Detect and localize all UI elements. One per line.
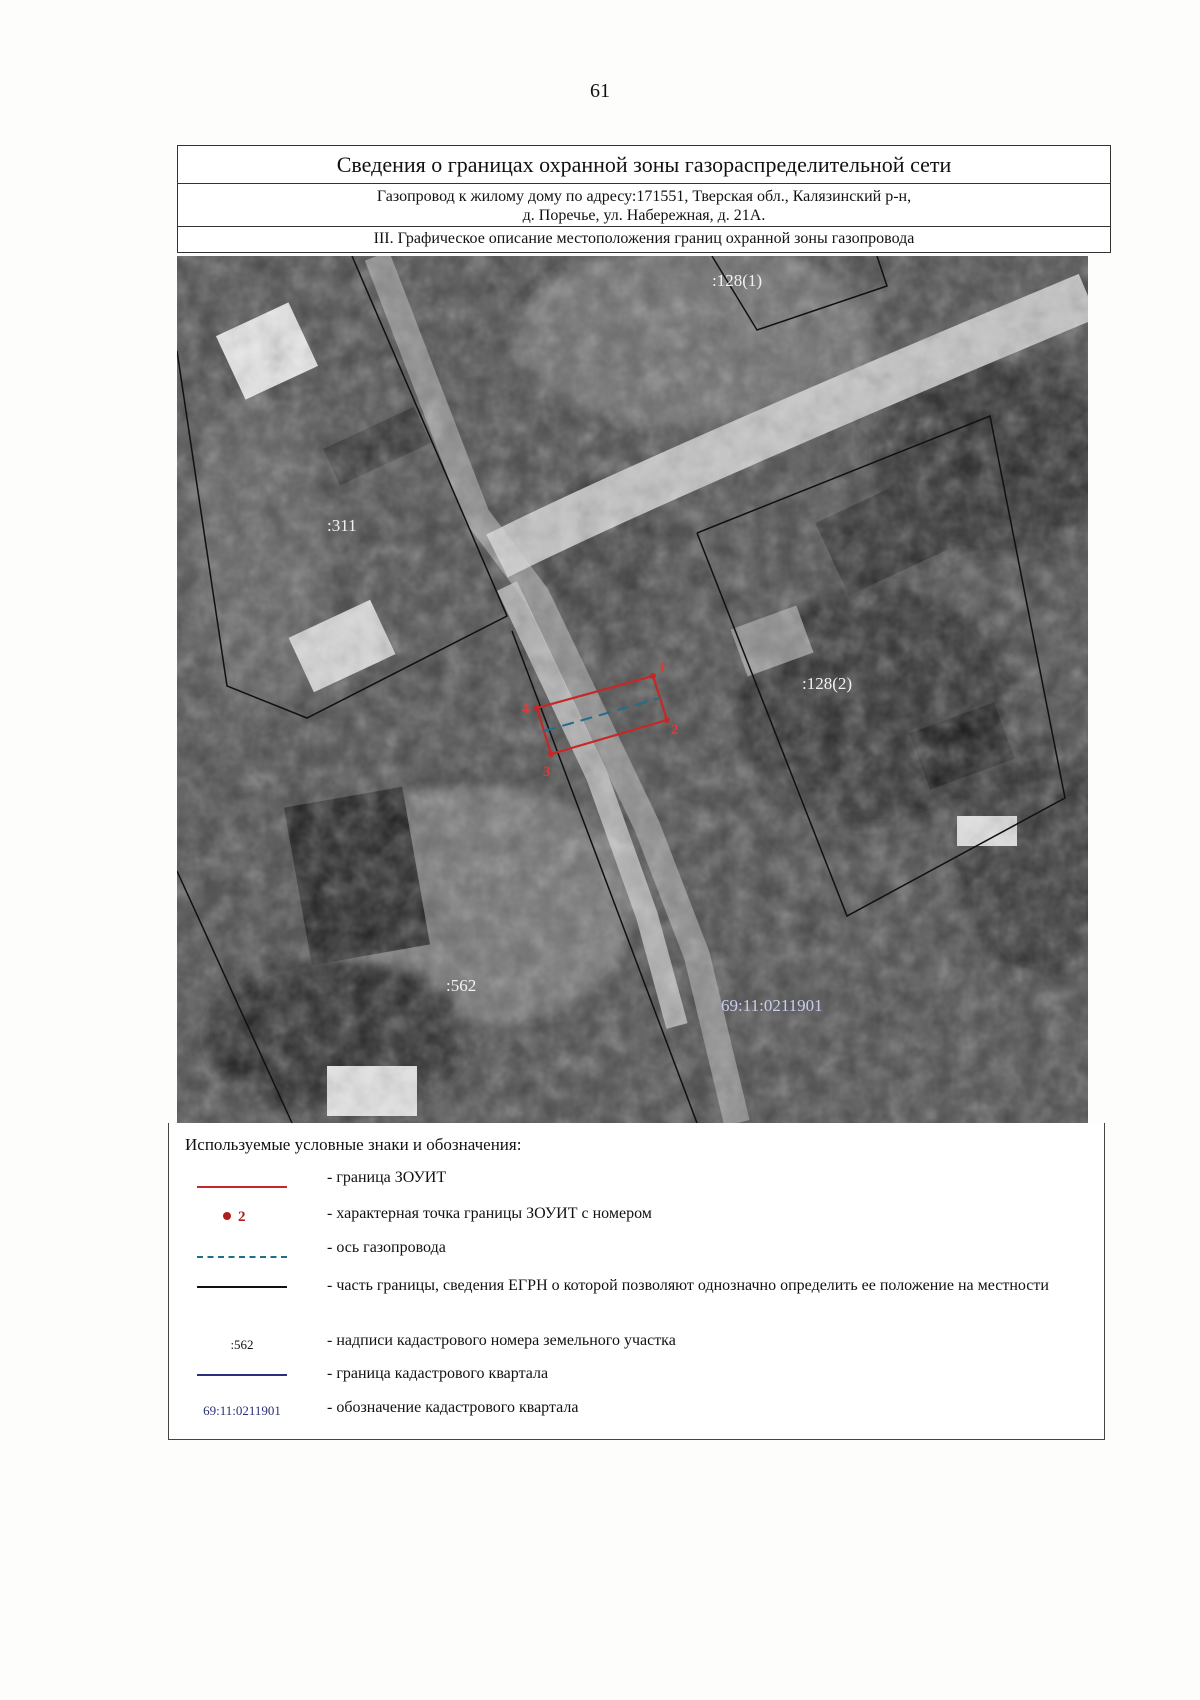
point-label-4: 4 [522, 701, 530, 717]
label-cadastral-quarter: 69:11:0211901 [721, 996, 823, 1015]
legend-symbol-quarter-number [187, 1403, 297, 1423]
object-line-1: Газопровод к жилому дому по адресу:171551, Тверская обл., Калязинский р-н, [376, 188, 912, 205]
document-title: Сведения о границах охранной зоны газораспределительной сети [178, 146, 1110, 184]
legend-point-number: 2 [238, 1209, 246, 1225]
legend-symbol-point [187, 1209, 297, 1229]
point-label-1: 1 [658, 660, 666, 676]
legend-symbol-zone-boundary [187, 1177, 297, 1197]
page-number: 61 [590, 80, 610, 102]
legend-text-quarter-number: - обозначение кадастрового квартала [327, 1399, 579, 1416]
point-label-3: 3 [543, 764, 551, 780]
object-line-2: д. Поречье, ул. Набережная, д. 21А. [522, 207, 766, 224]
imagery-texture [177, 256, 1088, 1123]
legend-text-parcel-number: - надписи кадастрового номера земельного участка [327, 1332, 676, 1349]
legend-title: Используемые условные знаки и обозначения: [185, 1135, 522, 1154]
legend-text-axis: - ось газопровода [327, 1239, 446, 1256]
red-line-icon [197, 1186, 287, 1188]
black-line-icon [197, 1286, 287, 1288]
legend-parcel-number-sample: :562 [230, 1337, 254, 1352]
aerial-map[interactable] [177, 256, 1088, 1123]
header-table [177, 145, 1111, 253]
label-parcel-128-1: :128(1) [712, 271, 763, 290]
legend [168, 1123, 1105, 1440]
label-parcel-311: :311 [327, 516, 357, 535]
legend-text-quarter-boundary: - граница кадастрового квартала [327, 1365, 549, 1382]
legend-text-egrn-boundary: - часть границы, сведения ЕГРН о которой позволяют однозначно определить ее положение на местности [327, 1277, 1049, 1294]
label-parcel-128-2: :128(2) [802, 674, 853, 693]
map-canvas [177, 256, 1088, 1123]
legend-quarter-number-sample: 69:11:0211901 [203, 1403, 281, 1418]
dashed-line-icon [197, 1256, 287, 1258]
legend-symbol-axis [187, 1247, 297, 1267]
zone-point-4 [534, 705, 540, 711]
navy-line-icon [197, 1374, 287, 1376]
object-description [178, 184, 1110, 227]
zone-point-1 [650, 673, 656, 679]
point-label-2: 2 [671, 722, 679, 738]
legend-text-zone-boundary: - граница ЗОУИТ [327, 1169, 447, 1186]
legend-text-point: - характерная точка границы ЗОУИТ с номером [327, 1205, 652, 1222]
section-title: III. Графическое описание местоположения границ охранной зоны газопровода [373, 230, 915, 247]
legend-symbol-parcel-number [187, 1337, 297, 1357]
zone-point-2 [664, 717, 670, 723]
point-icon [223, 1212, 231, 1220]
label-parcel-562: :562 [446, 976, 477, 995]
legend-symbol-quarter-boundary [187, 1365, 297, 1385]
zone-point-3 [548, 751, 554, 757]
legend-symbol-egrn-boundary [187, 1277, 297, 1297]
